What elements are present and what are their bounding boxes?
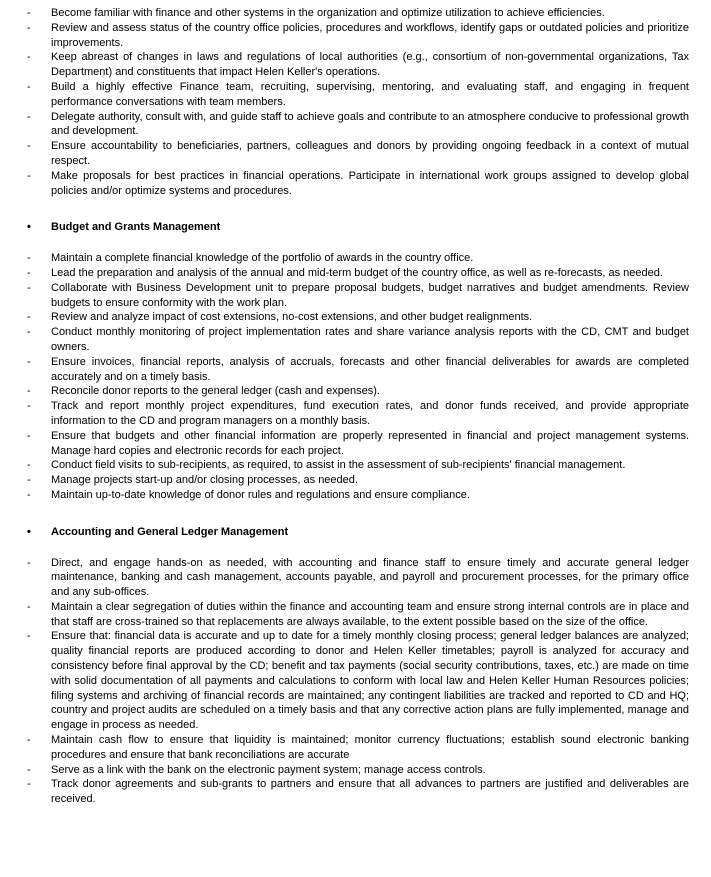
list-item (27, 6, 689, 21)
item-text: Make proposals for best practices in financial operations. Participate in international work groups assigned to develop global policies and/or optimize systems and procedures. (51, 169, 689, 197)
item-text: Direct, and engage hands-on as needed, with accounting and finance staff to ensure timely and accurate general ledger maintenance, banking and cash management, accounts payable, and payroll and procurement processes, for the primary office and any sub-offices. (51, 556, 689, 599)
item-dash: - (27, 630, 31, 643)
list-item (27, 325, 689, 355)
item-text: Collaborate with Business Development unit to prepare proposal budgets, budget narratives and budget amendments. Review budgets to ensure conformity with the work plan. (51, 281, 689, 309)
item-text: Ensure accountability to beneficiaries, partners, colleagues and donors by providing ongoing feedback in a context of mutual respect. (51, 140, 689, 167)
list-item (27, 281, 689, 311)
item-text: Reconcile donor reports to the general ledger (cash and expenses). (51, 385, 380, 398)
item-dash: - (27, 281, 31, 294)
item-dash: - (27, 429, 31, 442)
item-text: Build a highly effective Finance team, recruiting, supervising, mentoring, and evaluating staff, and engaging in frequent performance conversations with team members. (51, 80, 689, 108)
item-dash: - (27, 355, 31, 368)
item-dash: - (27, 474, 31, 487)
item-text: Delegate authority, consult with, and guide staff to achieve goals and contribute to an atmosphere conducive to professional growth and development. (51, 110, 689, 138)
heading-bullet-icon: • (27, 525, 31, 538)
item-dash: - (27, 311, 31, 324)
list-item (27, 763, 689, 778)
item-dash: - (27, 556, 31, 569)
item-dash: - (27, 385, 31, 398)
list-item (27, 139, 689, 169)
list-item (27, 310, 689, 325)
item-text: Review and assess status of the country office policies, procedures and workflows, identify gaps or outdated policies and prioritize improvements. (51, 21, 689, 49)
list-item (27, 458, 689, 473)
list-item (27, 355, 689, 385)
list-item (27, 777, 689, 807)
item-dash: - (27, 140, 31, 153)
item-text: Serve as a link with the bank on the electronic payment system; manage access controls. (51, 763, 486, 776)
item-text: Track donor agreements and sub-grants to partners and ensure that all advances to partners are justified and deliverables are received. (51, 778, 689, 806)
list-item (27, 169, 689, 199)
list-item (27, 384, 689, 399)
item-text: Conduct monthly monitoring of project implementation rates and share variance analysis reports with the CD, CMT and budget owners. (51, 326, 689, 353)
item-dash: - (27, 21, 31, 34)
item-dash: - (27, 778, 31, 791)
section-heading-row (27, 525, 689, 540)
item-text: Ensure that: financial data is accurate and up to date for a timely monthly closing process; general ledger balances are analyzed; quality financial reports are produced according to donor and Helen Keller timetables; payroll is analyzed for accuracy and consistency before final approval by the CD; benefit and tax payments (social security contributions, taxes, etc.) are made on time with solid documentation of all payments and calculations to conform with local law and Helen Keller Human Resources policies; filing systems and archiving of financial records are maintained; any contingent liabilities are tracked and reported to CD and HQ; country and project audits are scheduled on a timely basis and that any corrective action plans are fully implemented, manage and engage in process as needed. (51, 630, 689, 732)
list-item (27, 473, 689, 488)
item-text: Track and report monthly project expenditures, fund execution rates, and donor funds received, and provide appropriate information to the CD and program managers on a monthly basis. (51, 400, 689, 427)
item-dash: - (27, 7, 31, 19)
list-item (27, 556, 689, 600)
item-text: Maintain up-to-date knowledge of donor rules and regulations and ensure compliance. (51, 488, 470, 501)
item-text: Maintain a clear segregation of duties within the finance and accounting team and ensure strong internal controls are in place and that staff are cross-trained so that replacements are always available, to the extent possible based on the size of the office. (51, 600, 689, 628)
section-heading: Accounting and General Ledger Management (51, 525, 289, 538)
item-text: Lead the preparation and analysis of the annual and mid-term budget of the country office, as well as re-forecasts, as needed. (51, 266, 663, 279)
section-heading: Budget and Grants Management (51, 221, 221, 234)
item-dash: - (27, 763, 31, 776)
item-dash: - (27, 169, 31, 182)
list-item (27, 733, 689, 763)
list-item (27, 488, 689, 503)
item-text: Maintain a complete financial knowledge of the portfolio of awards in the country office. (51, 252, 474, 265)
item-dash: - (27, 459, 31, 472)
item-dash: - (27, 488, 31, 501)
list-item (27, 21, 689, 51)
item-dash: - (27, 400, 31, 413)
item-text: Become familiar with finance and other systems in the organization and optimize utilization to achieve efficiencies. (51, 7, 605, 19)
item-dash: - (27, 600, 31, 613)
item-dash: - (27, 110, 31, 123)
item-text: Ensure that budgets and other financial information are properly represented in financial and project management systems. Manage hard copies and electronic records for each project. (51, 429, 689, 457)
item-dash: - (27, 734, 31, 747)
list-item (27, 629, 689, 733)
list-item (27, 429, 689, 459)
item-text: Conduct field visits to sub-recipients, as required, to assist in the assessment of sub-recipients' financial management. (51, 459, 626, 472)
item-text: Ensure invoices, financial reports, analysis of accruals, forecasts and other financial deliverables for awards are completed accurately and on a timely basis. (51, 355, 689, 383)
list-item (27, 251, 689, 266)
list-item (27, 50, 689, 80)
item-dash: - (27, 80, 31, 93)
item-dash: - (27, 252, 31, 265)
item-text: Manage projects start-up and/or closing processes, as needed. (51, 474, 358, 487)
item-text: Review and analyze impact of cost extensions, no-cost extensions, and other budget realignments. (51, 311, 533, 324)
item-text: Keep abreast of changes in laws and regulations of local authorities (e.g., consortium of non-governmental organizations, Tax Department) and constituents that impact Helen Keller's operations. (51, 51, 689, 79)
item-dash: - (27, 51, 31, 64)
section-heading-row (27, 220, 689, 235)
item-dash: - (27, 266, 31, 279)
item-dash: - (27, 326, 31, 339)
list-item (27, 600, 689, 630)
item-text: Maintain cash flow to ensure that liquidity is maintained; monitor currency fluctuations; establish sound electronic banking procedures and ensure that bank reconciliations are accurate (51, 734, 689, 761)
list-item (27, 266, 689, 281)
list-item (27, 110, 689, 140)
heading-bullet-icon: • (27, 221, 31, 234)
list-item (27, 399, 689, 429)
list-item (27, 80, 689, 110)
